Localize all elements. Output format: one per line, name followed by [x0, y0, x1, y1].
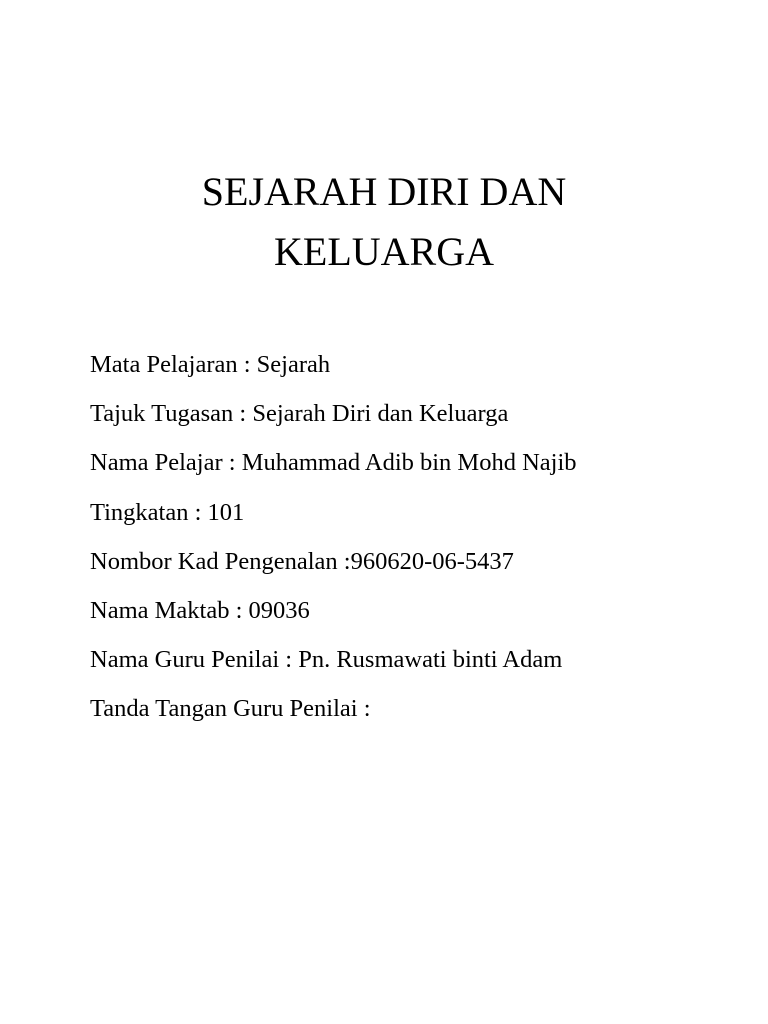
field-tajuk-tugasan: Tajuk Tugasan : Sejarah Diri dan Keluarga: [90, 400, 509, 428]
field-nombor-kad-pengenalan: Nombor Kad Pengenalan :960620-06-5437: [90, 547, 514, 575]
document-title: [0, 162, 768, 282]
title-line-1: SEJARAH DIRI DAN: [201, 169, 567, 214]
field-tanda-tangan-guru-penilai: Tanda Tangan Guru Penilai :: [90, 695, 371, 723]
field-tingkatan: Tingkatan : 101: [90, 498, 245, 526]
info-fields: [90, 340, 750, 734]
field-mata-pelajaran: Mata Pelajaran : Sejarah: [90, 351, 331, 378]
field-nama-maktab: Nama Maktab : 09036: [90, 597, 310, 625]
field-nama-guru-penilai: Nama Guru Penilai : Pn. Rusmawati binti Adam: [90, 646, 563, 674]
title-line-2: KELUARGA: [274, 229, 494, 274]
field-nama-pelajar: Nama Pelajar : Muhammad Adib bin Mohd Najib: [90, 449, 577, 477]
